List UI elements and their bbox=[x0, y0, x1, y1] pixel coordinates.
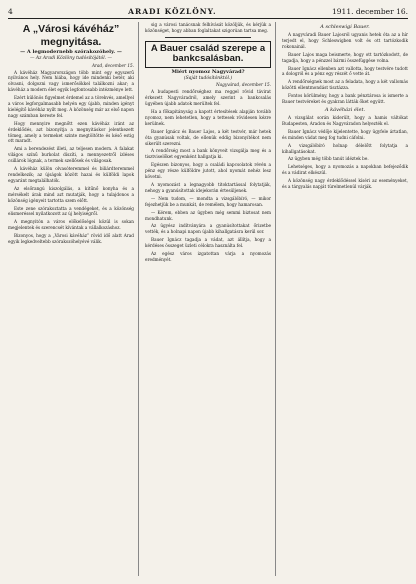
paragraph: Hogy mennyire megnőtt ezen kávéház iránt az érdeklődés, azt bizonyítja a megnyitáskor jelentkezett tömeg, amely a termeket szinte megtöltötte és késő estig ott maradt. bbox=[8, 120, 134, 144]
column-3 bbox=[282, 22, 408, 576]
page-header bbox=[8, 4, 408, 19]
paragraph: A vizsgálat során kiderült, hogy a hamis váltókat Budapesten, Aradon és Nagyváradon helyezték el. bbox=[282, 114, 408, 126]
issue-date: 1911. december 16. bbox=[332, 6, 408, 16]
paragraph: Bauer Lajos maga beismerte, hogy ott tartózkodott, de tagadja, hogy a pénzzel bármi összefüggése volna. bbox=[282, 51, 408, 63]
paragraph: sig a városi tanácsnak felhívását közöljük, és kérjük a közönséget, hogy abban foglaltakat szigorúan tartsa meg. bbox=[145, 22, 271, 33]
column-1 bbox=[8, 22, 139, 576]
paragraph: A nyomozást a legnagyobb titoktartással folytatják, nehogy a gyanúsítottak idejekorán értesüljenek. bbox=[145, 182, 271, 193]
paragraph: Az egész város izgatottan várja a nyomozás eredményét. bbox=[145, 251, 271, 262]
paragraph: A vizsgálóbíró holnap délelőtt folytatja a kihallgatásokat. bbox=[282, 142, 408, 154]
paragraph: Az ügyész indítványára a gyanúsítottakat őrizetbe vették, és a holnapi napon újabb kihallgatásra kerül sor. bbox=[145, 223, 271, 235]
paragraph: A megnyitón a város előkelőségei közül is sokan megjelentek és szerencsét kívántak a vállalkozáshoz. bbox=[8, 219, 134, 231]
article-title-line2: megnyitása. bbox=[40, 36, 102, 48]
article-title: A Bauer család szerepe a bankcsalásban. bbox=[145, 41, 271, 68]
paragraph: A budapesti rendőrséghez ma reggel rövid távirat érkezett Nagyváradról, amely szerint a bankcsalás ügyében újabb adatok merültek fel. bbox=[145, 89, 271, 107]
paragraph: Az elsőrangú kiszolgálás, a kitűnő konyha és a mérsékelt árak mind azt mutatják, hogy a tulajdonos a közönség igényeit tartotta szem előtt. bbox=[8, 185, 134, 203]
paragraph: A rendőrségnek most az a feladata, hogy a két vallomás közötti ellentmondást tisztázza. bbox=[282, 79, 408, 91]
masthead: ARADI KÖZLÖNY. bbox=[128, 6, 217, 16]
divider bbox=[165, 37, 251, 38]
paragraph: A kávéház Magyarországon több mint egy egyszerű nyilvános hely. Nem hiába, hogy ide mindenki betér, aki olvasni, dolgozni vagy ismerősökkel találkozni akar; a kávéház a modern élet egyik legfontosabb intézménye lett. bbox=[8, 69, 134, 93]
paragraph: Ezért különös figyelmet érdemel az a törekvés, amellyel a város legforgalmasabb helyén egy újabb, minden igényt kielégítő kávéház nyílt meg. A közönség már az első napon nagy számban kereste fel. bbox=[8, 95, 134, 118]
paragraph: Bauer Ignácz és Bauer Lajos, a két testvér, már hetek óta gyanúsak voltak, de ellenük eddig bizonyítékot nem sikerült szerezni. bbox=[145, 128, 271, 146]
page-number: 4 bbox=[8, 6, 13, 16]
paragraph: — Kérem, ebben az ügyben még semmi biztosat nem mondhatunk. bbox=[145, 209, 271, 221]
dateline: Arad, december 15. bbox=[92, 62, 134, 68]
paragraph: Bauer Ignácz tagadja a vádat, azt állítja, hogy a kérdéses összeget üzleti célokra használta fel. bbox=[145, 237, 271, 249]
section-heading: A kávéházi élet. bbox=[324, 106, 366, 113]
paragraph: Este zene szórakoztatta a vendégeket, és a közönség elismeréssel nyilatkozott az új helyiségről. bbox=[8, 205, 134, 217]
paragraph: Egészen bizonyos, hogy a családi kapcsolatok révén a pénz egy része külföldre jutott, ahol nyomát nehéz lesz követni. bbox=[145, 162, 271, 180]
article-title: A „Városi kávéház” bbox=[22, 23, 120, 35]
article-subtitle: Miért nyomoz Nagyvárad? bbox=[171, 68, 245, 75]
dateline: Nagyvárad, december 15. bbox=[215, 82, 271, 88]
article-subtitle: — A legmodernebb szórakozóhely. — bbox=[20, 49, 122, 55]
paragraph: Lehetséges, hogy a nyomozás a napokban befejeződik és a vádirat elkészül. bbox=[282, 164, 408, 176]
paragraph: — Nem tudom, — mondta a vizsgálóbíró, — mikor fejezhetjük be a munkát, de remélem, hogy hamarosan. bbox=[145, 195, 271, 207]
paragraph: A nagyváradi Bauer Lajosról ugyanis hetek óta az a hír terjedt el, hogy Schleswigben volt és ott tartózkodik rokonainál. bbox=[282, 32, 408, 49]
article-byline: (Saját tudósítónktól.) bbox=[183, 75, 233, 81]
paragraph: Az ügyben még több tanút idéztek be. bbox=[288, 156, 369, 162]
paragraph: Bauer Ignácz védője kijelentette, hogy ügyfele ártatlan, és minden vádat meg fog tudni cáfolni. bbox=[282, 128, 408, 140]
paragraph: Fontos körülmény, hogy a bank pénztárosa is ismerte a Bauer testvéreket és gyakran látták őket együtt. bbox=[282, 93, 408, 105]
paragraph: A kávéház külön olvasóteremmel és biliárdteremmel rendelkezik; az újságok között hazai és külföldi lapok egyaránt megtalálhatók. bbox=[8, 166, 134, 183]
paragraph: Ami a berendezést illeti, az teljesen modern. A falakat világos színű burkolat díszíti, a mennyezetről ízléses csillárok lógnak, a termek szellősek és világosak. bbox=[8, 146, 134, 164]
paragraph: A rendőrség most a bank könyveit vizsgálja meg és a tisztviselőket egyenként hallgatja ki. bbox=[145, 148, 271, 160]
paragraph: Bizonyos, hogy a „Városi kávéház” rövid idő alatt Arad egyik legkedveltebb szórakozóhelyévé válik. bbox=[8, 233, 134, 245]
section-heading: A schleswigi Bauer. bbox=[320, 24, 370, 30]
article-byline: — Az Aradi Közlöny tudósítójától. — bbox=[29, 56, 113, 61]
paragraph: Bauer Ignácz ellenben azt vallotta, hogy testvére tudott a dologról és a pénz egy részét ő vette át. bbox=[282, 65, 408, 77]
column-2 bbox=[145, 22, 276, 576]
paragraph: Ha a főkapitányság a kapott értesítések alapján tovább nyomoz, nem lehetetlen, hogy a tettesek rövidesen kézre kerülnek. bbox=[145, 109, 271, 126]
paragraph: A közönség nagy érdeklődéssel kíséri az eseményeket, és a tárgyalás napját türelmetlenül várják. bbox=[282, 178, 408, 190]
